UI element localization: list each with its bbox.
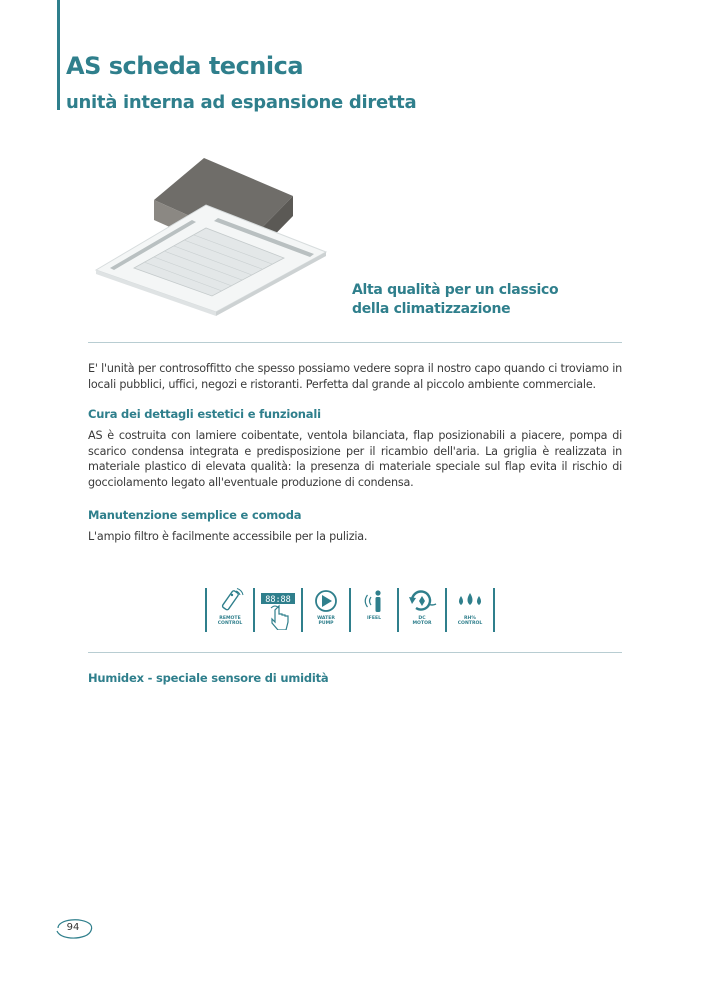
feature-label-water-pump: WATER PUMP xyxy=(317,616,335,627)
humidity-control-icon xyxy=(455,588,485,614)
section-body-details: AS è costruita con lamiere coibentate, ventola bilanciata, flap posizionabili a piacere, pompa di scarico condensa integrata e predisposizione per il ricambio dell'aria. La griglia è realizzata in materiale plastico di elevata qualità: la presenza di materiale speciale sul flap evita il rischio di gocciolamento legato all'eventuale produzione di condensa. xyxy=(88,429,622,489)
page-number: 94 xyxy=(66,922,80,933)
page-title: AS scheda tecnica xyxy=(66,52,304,80)
feature-humidity-control xyxy=(447,588,493,632)
divider-bottom xyxy=(88,652,622,653)
feature-separator xyxy=(493,588,495,632)
section-heading-details: Cura dei dettagli estetici e funzionali xyxy=(88,407,321,421)
water-pump-icon xyxy=(311,588,341,614)
feature-water-pump xyxy=(303,588,349,632)
tagline-line-2: della climatizzazione xyxy=(352,301,511,317)
tagline xyxy=(352,281,558,319)
humidex-heading: Humidex - speciale sensore di umidità xyxy=(88,671,329,685)
feature-icons-strip xyxy=(205,588,495,632)
cassette-unit-image xyxy=(88,150,328,320)
section-body-maintenance: L'ampio filtro è facilmente accessibile per la pulizia. xyxy=(88,530,368,543)
intro-paragraph: E' l'unità per controsoffitto che spesso possiamo vedere sopra il nostro capo quando ci troviamo in locali pubblici, uffici, negozi e ristoranti. Perfetta dal grande al piccolo ambiente commerciale. xyxy=(88,362,622,391)
divider-top xyxy=(88,342,622,343)
feature-label-remote-control: REMOTE CONTROL xyxy=(217,616,243,627)
section-heading-maintenance: Manutenzione semplice e comoda xyxy=(88,508,302,522)
feature-touch-display xyxy=(255,588,301,632)
feature-label-ifeel: IFEEL xyxy=(366,616,382,621)
page-number-badge xyxy=(52,916,94,940)
ifeel-icon xyxy=(359,588,389,614)
display-readout: 88:88 xyxy=(265,595,291,605)
feature-label-dc-motor: DC MOTOR xyxy=(412,616,432,627)
remote-control-icon xyxy=(215,588,245,614)
dc-motor-icon xyxy=(407,588,437,614)
page-subtitle: unità interna ad espansione diretta xyxy=(66,92,417,113)
header-accent-bar xyxy=(57,0,60,110)
feature-dc-motor xyxy=(399,588,445,632)
feature-ifeel xyxy=(351,588,397,632)
feature-remote-control xyxy=(207,588,253,632)
feature-label-humidity-control: RH% CONTROL xyxy=(457,616,483,627)
tagline-line-1: Alta qualità per un classico xyxy=(352,282,559,298)
touch-display-icon xyxy=(258,588,298,630)
